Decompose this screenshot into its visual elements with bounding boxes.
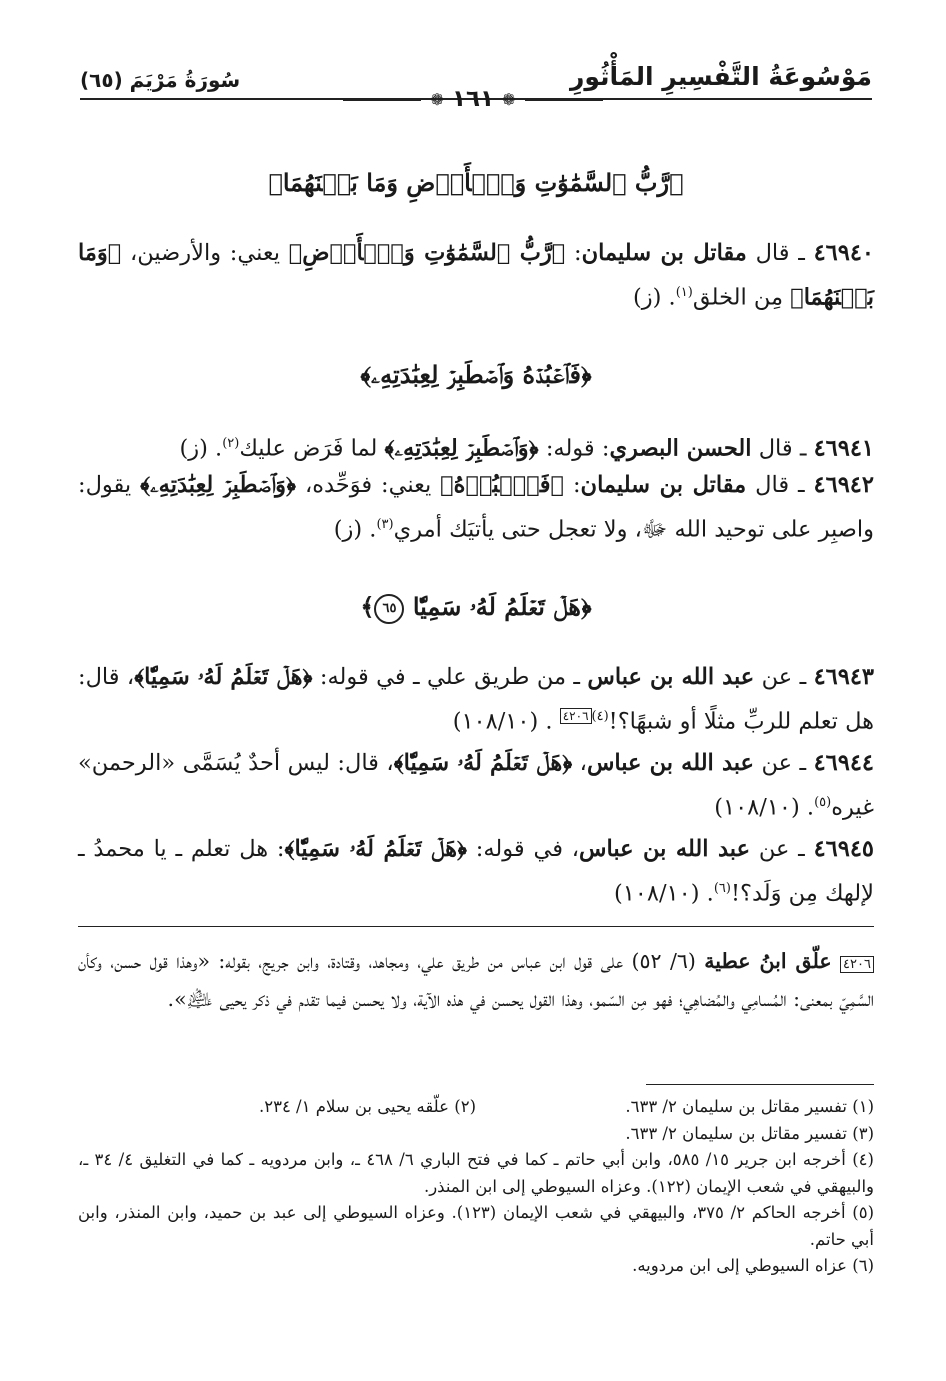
- entry-source: . (ز): [333, 516, 377, 543]
- ayah-heading-3: [78, 592, 874, 624]
- entry-number: ٤٦٩٤٥: [813, 836, 874, 862]
- entry-text: : قوله:: [545, 435, 610, 462]
- entry-text: يعني: فوَحِّده،: [304, 472, 432, 498]
- narrator-name: عبد الله بن عباس: [586, 750, 754, 776]
- ornament-rule-right: [525, 98, 603, 101]
- entry-source: . (١٠٨/١٠): [714, 794, 815, 821]
- commentary-text: (٦/ ٥٢) على قول ابن عباس من طريق علي، ومجاهد، وقتادة، وابن جريج، بقوله: «وهذا قول حسن، وكأن السَّمِيّ بمعنى: المُسامِي والمُضاهِي؛ فهو مِن السّمو، وهذا القول يحسن في هذه الآية، ولا يحسن فيما تقدم في ذكر يحيى ﵇».: [78, 949, 874, 1011]
- ornament-rule-left: [343, 98, 421, 101]
- commentary-ref-box[interactable]: ٤٢٠٦: [560, 708, 592, 724]
- entry-lead: ـ عن: [758, 836, 805, 862]
- entry-text: ، قال: ليس أحدٌ يُسَمَّى «الرحمن» غيره: [78, 750, 874, 821]
- quran-quote: ﴿وَٱصۡطَبِرۡ لِعِبَٰدَتِهِۦ﴾: [384, 435, 539, 462]
- footnote-marker[interactable]: (٥): [814, 795, 832, 810]
- ayah-heading-1: ﴿رَّبُّ ٱلسَّمَٰوَٰتِ وَٱلۡأَرۡضِ وَمَا بَيۡنَهُمَا﴾: [268, 168, 684, 197]
- entry-lead: ـ قال: [758, 435, 807, 462]
- entry-source: . (١٠٨/١٠): [613, 880, 714, 907]
- entry-lead: ـ قال: [755, 472, 805, 498]
- entry-text: :: [572, 472, 581, 498]
- commentary-lead: علّق ابنُ عطية: [704, 949, 832, 973]
- footnote-row: [78, 1094, 874, 1121]
- entry-46943: [78, 658, 874, 742]
- footnote-4: (٤) أخرجه ابن جرير ١٥/ ٥٨٥، وابن أبي حاتم ـ كما في فتح الباري ٦/ ٤٦٨ ـ، وابن مردويه ـ كما في التغليق ٤/ ٣٤ ـ، والبيهقي في شعب الإيمان (١٢٢). وعزاه السيوطي إلى ابن المنذر.: [78, 1150, 874, 1196]
- footnote-1: (١) تفسير مقاتل بن سليمان ٢/ ٦٣٣.: [625, 1097, 874, 1116]
- footnotes-separator: [646, 1084, 874, 1085]
- surah-title: سُورَةُ مَرْيَمَ (٦٥): [80, 68, 241, 92]
- narrator-name: عبد الله بن عباس: [587, 664, 755, 690]
- quran-quote: ﴿فَٱعۡبُدۡهُ﴾: [440, 472, 565, 498]
- entry-text: ،: [579, 750, 587, 776]
- ayah-heading-2: ﴿فَٱعۡبُدۡهُ وَٱصۡطَبِرۡ لِعِبَٰدَتِهِۦ﴾: [360, 360, 592, 389]
- entry-46940: [78, 234, 874, 318]
- ornament-icon: ❁: [430, 90, 444, 109]
- quran-quote: ﴿هَلۡ تَعۡلَمُ لَهُۥ سَمِيّٗا﴾: [284, 836, 467, 862]
- entry-source: . (ز): [179, 435, 223, 462]
- commentary-ref-box[interactable]: ٤٢٠٦: [840, 956, 874, 973]
- footnote-marker[interactable]: (٢): [222, 436, 240, 451]
- narrator-name: مقاتل بن سليمان: [581, 240, 747, 266]
- footnote-3: (٣) تفسير مقاتل بن سليمان ٢/ ٦٣٣.: [625, 1123, 874, 1143]
- footnote-marker[interactable]: (٤): [591, 709, 609, 724]
- entry-lead: ـ قال: [755, 240, 805, 266]
- narrator-name: مقاتل بن سليمان: [580, 472, 747, 498]
- quran-quote: ﴿وَمَا بَيۡنَهُمَا﴾: [78, 240, 874, 311]
- entry-source: . (١٠٨/١٠): [452, 708, 553, 735]
- footnote-5: (٥) أخرجه الحاكم ٢/ ٣٧٥، والبيهقي في شعب الإيمان (١٢٣). وعزاه السيوطي إلى عبد بن حميد، وابن المنذر، وابن أبي حاتم.: [78, 1203, 874, 1249]
- entry-text: يعني: والأرضين،: [130, 240, 281, 266]
- entry-text: يقول: واصبِر على توحيد الله ﷻ، ولا تعجل حتى يأتيَك أمري: [78, 472, 874, 543]
- page-number-line: [0, 86, 946, 112]
- commentary-note: [78, 942, 874, 1018]
- entry-source: . (ز): [632, 284, 676, 311]
- entry-lead: ـ عن: [761, 750, 807, 776]
- entry-number: ٤٦٩٤٤: [813, 750, 875, 776]
- quran-quote: ﴿وَٱصۡطَبِرۡ لِعِبَٰدَتِهِۦ﴾: [140, 472, 297, 498]
- quran-quote: ﴿هَلۡ تَعۡلَمُ لَهُۥ سَمِيّٗا﴾: [393, 750, 573, 776]
- entry-text: ـ من طريق علي ـ في قوله:: [319, 664, 580, 690]
- book-title: مَوْسُوعَةُ التَّفْسِيرِ المَأْثُورِ: [570, 62, 872, 91]
- footnote-marker[interactable]: (١): [675, 285, 693, 300]
- quran-quote: ﴿رَّبُّ ٱلسَّمَٰوَٰتِ وَٱلۡأَرۡضِ﴾: [288, 240, 566, 266]
- quran-quote: ﴿هَلۡ تَعۡلَمُ لَهُۥ سَمِيّٗا﴾: [134, 664, 313, 690]
- footnote-marker[interactable]: (٦): [713, 881, 731, 896]
- entry-number: ٤٦٩٤١: [813, 435, 874, 462]
- entry-46942: [78, 466, 874, 550]
- entry-text: لما فَرَض عليك: [239, 435, 378, 462]
- entry-46945: [78, 830, 874, 914]
- footnote-6: (٦) عزاه السيوطي إلى ابن مردويه.: [632, 1256, 874, 1275]
- footnote-2: (٢) علّقه يحيى بن سلام ١/ ٢٣٤.: [258, 1097, 476, 1116]
- entry-number: ٤٦٩٤٣: [813, 664, 875, 690]
- ayah-close: ﴾: [360, 592, 375, 621]
- ayah-text: ﴿هَلۡ تَعۡلَمُ لَهُۥ سَمِيّٗا: [412, 592, 592, 621]
- entry-text: مِن الخلق: [692, 284, 784, 311]
- narrator-name: الحسن البصري: [609, 435, 752, 462]
- entry-text: ، قال: هل تعلم للربِّ مثلًا أو شبهًا؟!: [78, 664, 874, 735]
- entry-lead: ـ عن: [761, 664, 807, 690]
- entry-text: : هل تعلم ـ يا محمدُ ـ لإلهك مِن وَلَد؟!: [78, 836, 874, 907]
- footnotes: [78, 1094, 874, 1280]
- narrator-name: عبد الله بن عباس: [579, 836, 751, 862]
- page-number: ١٦١: [451, 86, 495, 112]
- entry-text: ، في قوله:: [475, 836, 580, 862]
- commentary-separator: [78, 926, 874, 927]
- ayah-number-badge: ٦٥: [374, 594, 404, 624]
- entry-number: ٤٦٩٤٠: [813, 240, 874, 266]
- entry-46944: [78, 744, 874, 828]
- entry-number: ٤٦٩٤٢: [813, 472, 874, 498]
- footnote-marker[interactable]: (٣): [376, 517, 394, 532]
- entry-text: :: [574, 240, 582, 266]
- entry-46941: [78, 424, 874, 469]
- ornament-icon: ❁: [502, 90, 516, 109]
